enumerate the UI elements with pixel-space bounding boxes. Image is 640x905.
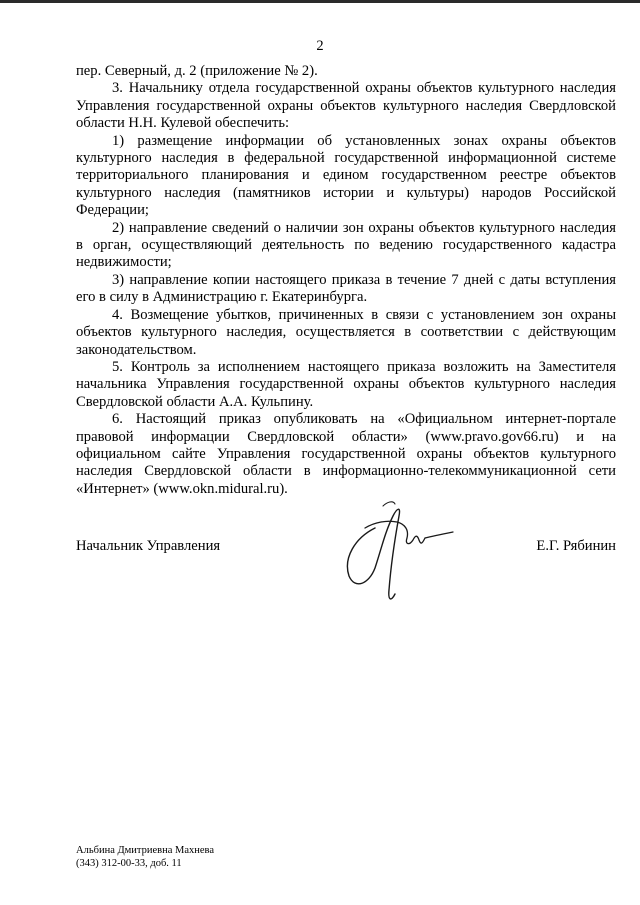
executor-name: Альбина Дмитриевна Махнева	[76, 845, 215, 856]
executor-phone: (343) 312-00-33, доб. 11	[76, 857, 182, 869]
executor-footer	[76, 845, 214, 870]
paragraph-subitem-2: 2) направление сведений о наличии зон охраны объектов культурного наследия в орган, осуществляющий деятельность по ведению государственного кадастра недвижимости;	[76, 219, 616, 271]
paragraph-item-4: 4. Возмещение убытков, причиненных в связи с установлением зон охраны объектов культурного наследия, осуществляется в соответствии с действующим законодательством.	[76, 306, 616, 358]
page-number: 2	[316, 38, 324, 54]
signer-name: Е.Г. Рябинин	[536, 538, 616, 554]
paragraph-subitem-3: 3) направление копии настоящего приказа в течение 7 дней с даты вступления его в силу в Администрацию г. Екатеринбурга.	[76, 271, 616, 306]
paragraph-item-6: 6. Настоящий приказ опубликовать на «Официальном интернет-портале правовой информации Свердловской области» (www.pravo.gov66.ru) и на официальном сайте Управления государственной охраны объектов культурного наследия Свердловской области в информационно-телекоммуникационной сети «Интернет» (www.okn.midural.ru).	[76, 411, 616, 497]
signer-position: Начальник Управления	[76, 538, 221, 554]
document-body	[76, 63, 616, 498]
paragraph-item-3: 3. Начальнику отдела государственной охраны объектов культурного наследия Управления государственной охраны объектов культурного наследия Свердловской области Н.Н. Кулевой обеспечить:	[76, 80, 616, 132]
paragraph-continuation: пер. Северный, д. 2 (приложение № 2).	[76, 63, 318, 79]
top-border-line	[0, 0, 640, 3]
handwritten-signature	[335, 498, 465, 608]
paragraph-subitem-1: 1) размещение информации об установленных зонах охраны объектов культурного наследия в федеральной государственной информационной системе территориального планирования и едином государственном реестре объектов культурного наследия (памятников истории и культуры) народов Российской Федерации;	[76, 132, 616, 219]
paragraph-item-5: 5. Контроль за исполнением настоящего приказа возложить на Заместителя начальника Управления государственной охраны объектов культурного наследия Свердловской области А.А. Кульпину.	[76, 358, 616, 410]
